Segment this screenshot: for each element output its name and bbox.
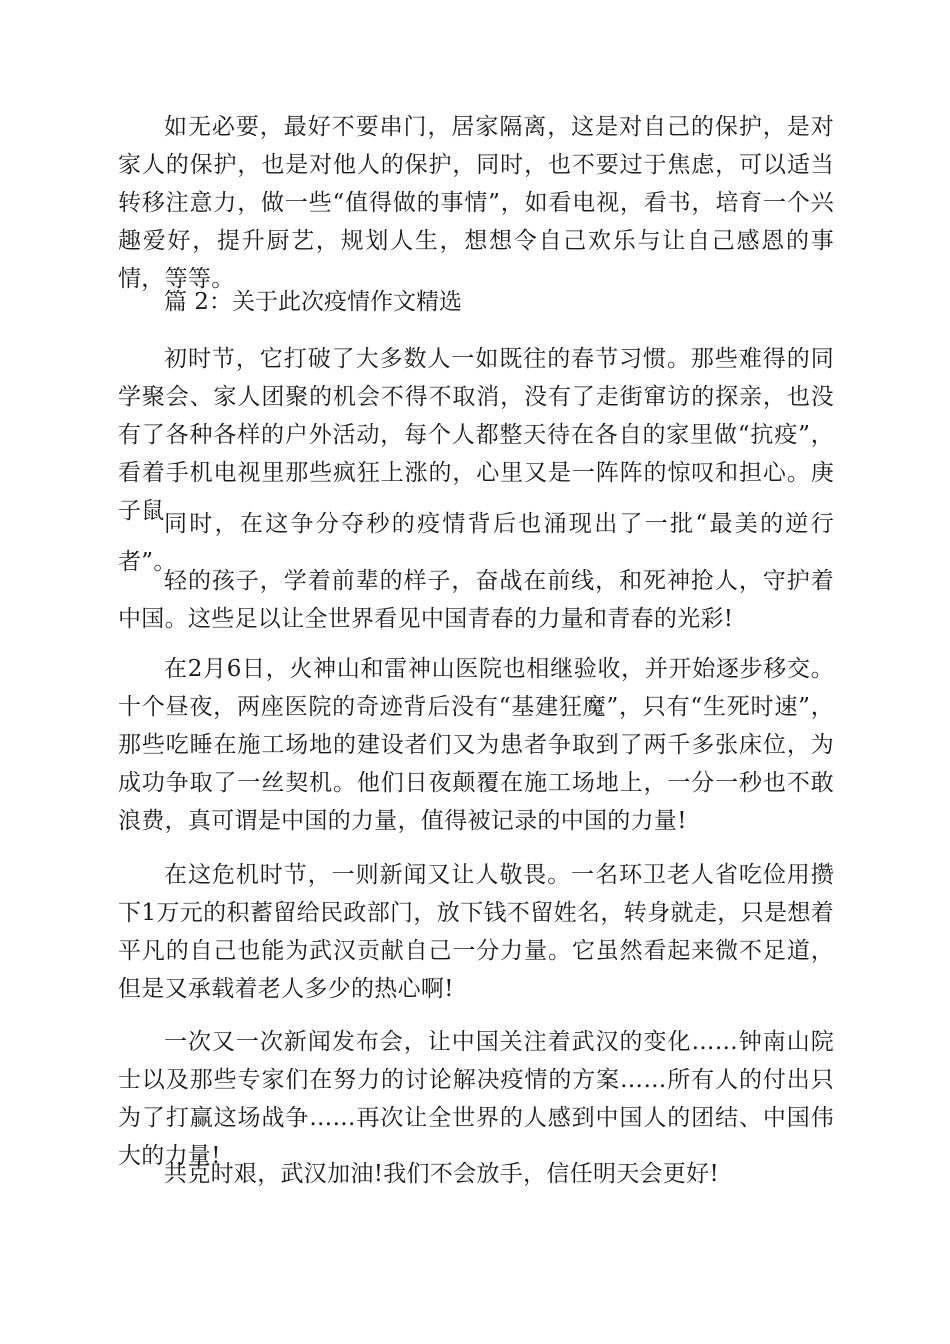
paragraph-sanitation-worker: 在这危机时节，一则新闻又让人敬畏。一名环卫老人省吃俭用攒下1万元的积蓄留给民政部门，放下钱不留姓名，转身就走，只是想着平凡的自己也能为武汉贡献自己一分力量。它虽然看起来微不足道，但是又承载着老人多少的热心啊!	[118, 862, 834, 1002]
paragraph-young-people: 轻的孩子，学着前辈的样子，奋战在前线，和死神抢人，守护着中国。这些足以让全世界看见中国青春的力量和青春的光彩!	[118, 568, 834, 632]
paragraph-hospitals: 在2月6日，火神山和雷神山医院也相继验收，并开始逐步移交。十个昼夜，两座医院的奇迹背后没有“基建狂魔”，只有“生死时速”，那些吃睡在施工场地的建设者们又为患者争取到了两千多张床位，为成功争取了一丝契机。他们日夜颠覆在施工场地上，一分一秒也不敢浪费，真可谓是中国的力量，值得被记录的中国的力量!	[118, 656, 834, 834]
section-heading: 篇 2：关于此次疫情作文精选	[164, 289, 462, 315]
paragraph-retrograders: 同时，在这争分夺秒的疫情背后也涌现出了一批“最美的逆行者”。	[118, 511, 834, 575]
paragraph-stay-home: 如无必要，最好不要串门，居家隔离，这是对自己的保护，是对家人的保护，也是对他人的保护，同时，也不要过于焦虑，可以适当转移注意力，做一些“值得做的事情”，如看电视，看书，培育一个兴趣爱好，提升厨艺，规划人生，想想令自己欢乐与让自己感恩的事情，等等。	[118, 114, 834, 292]
paragraph-press-conferences: 一次又一次新闻发布会，让中国关注着武汉的变化……钟南山院士以及那些专家们在努力的讨论解决疫情的方案……所有人的付出只为了打赢这场战争……再次让全世界的人感到中国人的团结、中国伟大的力量!	[118, 1029, 834, 1169]
paragraph-closing: 共克时艰，武汉加油!我们不会放手，信任明天会更好!	[164, 1161, 719, 1187]
paragraph-spring-festival: 初时节，它打破了大多数人一如既往的春节习惯。那些难得的同学聚会、家人团聚的机会不得不取消，没有了走街窜访的探亲，也没有了各种各样的户外活动，每个人都整天待在各自的家里做“抗疫”，看着手机电视里那些疯狂上涨的，心里又是一阵阵的惊叹和担心。庚子鼠	[118, 346, 834, 524]
